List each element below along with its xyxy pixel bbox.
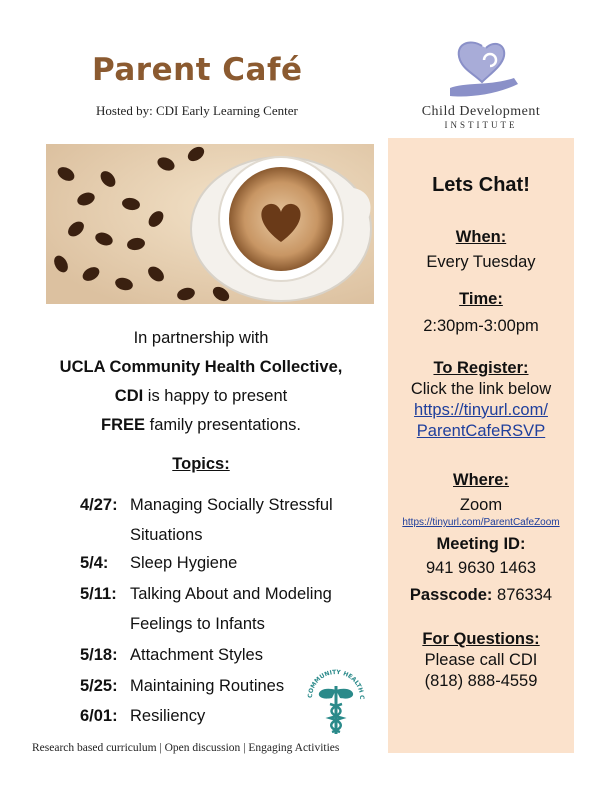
topic-text: Maintaining Routines xyxy=(130,677,285,695)
questions-label: For Questions: xyxy=(422,630,540,648)
partner-name: UCLA Community Health Collective, xyxy=(59,358,343,376)
meeting-id-value: 941 9630 1463 xyxy=(425,559,537,577)
intro-text xyxy=(40,324,362,440)
when-label: When: xyxy=(455,228,507,246)
register-label: To Register: xyxy=(433,359,529,377)
intro-line-1: In partnership with xyxy=(133,329,269,347)
topic-date: 5/4: xyxy=(80,554,109,572)
cdi-name: CDI xyxy=(114,387,144,405)
free-label: FREE xyxy=(101,416,146,434)
topic-date: 4/27: xyxy=(80,496,118,514)
topic-text: Managing Socially Stressful xyxy=(130,496,333,514)
intro-line-3: is happy to present xyxy=(143,387,288,405)
passcode-value: 876334 xyxy=(492,586,553,604)
topic-item xyxy=(80,640,263,670)
hosted-by: Hosted by: CDI Early Learning Center xyxy=(96,103,298,118)
topic-text: Attachment Styles xyxy=(130,646,263,664)
topic-text: Resiliency xyxy=(130,707,206,725)
cdi-logo xyxy=(410,38,552,130)
footer-tagline: Research based curriculum | Open discussion | Engaging Activities xyxy=(32,742,340,754)
topic-date: 5/18: xyxy=(80,646,118,664)
topic-text: Talking About and Modeling xyxy=(130,585,332,603)
topic-text-continued: Feelings to Infants xyxy=(130,615,265,633)
topics-heading: Topics: xyxy=(172,455,230,473)
topic-text-continued: Situations xyxy=(130,526,203,544)
topic-item xyxy=(80,579,332,633)
topic-text: Sleep Hygiene xyxy=(130,554,238,572)
passcode-row xyxy=(388,586,574,605)
topic-item xyxy=(80,548,237,578)
questions-phone[interactable]: (818) 888-4559 xyxy=(424,672,538,690)
where-label: Where: xyxy=(453,471,509,489)
badge-text: COMMUNITY HEALTH C xyxy=(306,668,366,700)
register-text: Click the link below xyxy=(410,380,552,398)
topic-item xyxy=(80,671,284,701)
community-health-collective-logo xyxy=(304,668,368,738)
logo-name: Child Development xyxy=(421,104,541,119)
meeting-id-label: Meeting ID: xyxy=(436,535,526,553)
topic-date: 5/11: xyxy=(80,585,117,603)
panel-heading: Lets Chat! xyxy=(432,174,530,196)
logo-subtitle: INSTITUTE xyxy=(444,120,518,130)
when-value: Every Tuesday xyxy=(426,253,536,271)
topic-date: 6/01: xyxy=(80,707,118,725)
topic-item xyxy=(80,701,205,731)
register-link[interactable]: https://tinyurl.com/ xyxy=(414,401,548,419)
time-label: Time: xyxy=(459,290,503,308)
coffee-cup-photo xyxy=(46,144,374,304)
questions-text: Please call CDI xyxy=(424,651,538,669)
flyer-title: Parent Café xyxy=(92,52,303,88)
register-link-continued[interactable]: ParentCafeRSVP xyxy=(416,422,546,440)
intro-line-4: family presentations. xyxy=(145,416,301,434)
zoom-link[interactable]: https://tinyurl.com/ParentCafeZoom xyxy=(402,517,560,528)
heart-hand-icon xyxy=(410,38,552,102)
topic-date: 5/25: xyxy=(80,677,118,695)
topic-item xyxy=(80,490,333,544)
info-panel xyxy=(388,138,574,753)
time-value: 2:30pm-3:00pm xyxy=(423,317,539,335)
where-value: Zoom xyxy=(459,496,503,514)
passcode-label: Passcode: xyxy=(409,586,493,604)
